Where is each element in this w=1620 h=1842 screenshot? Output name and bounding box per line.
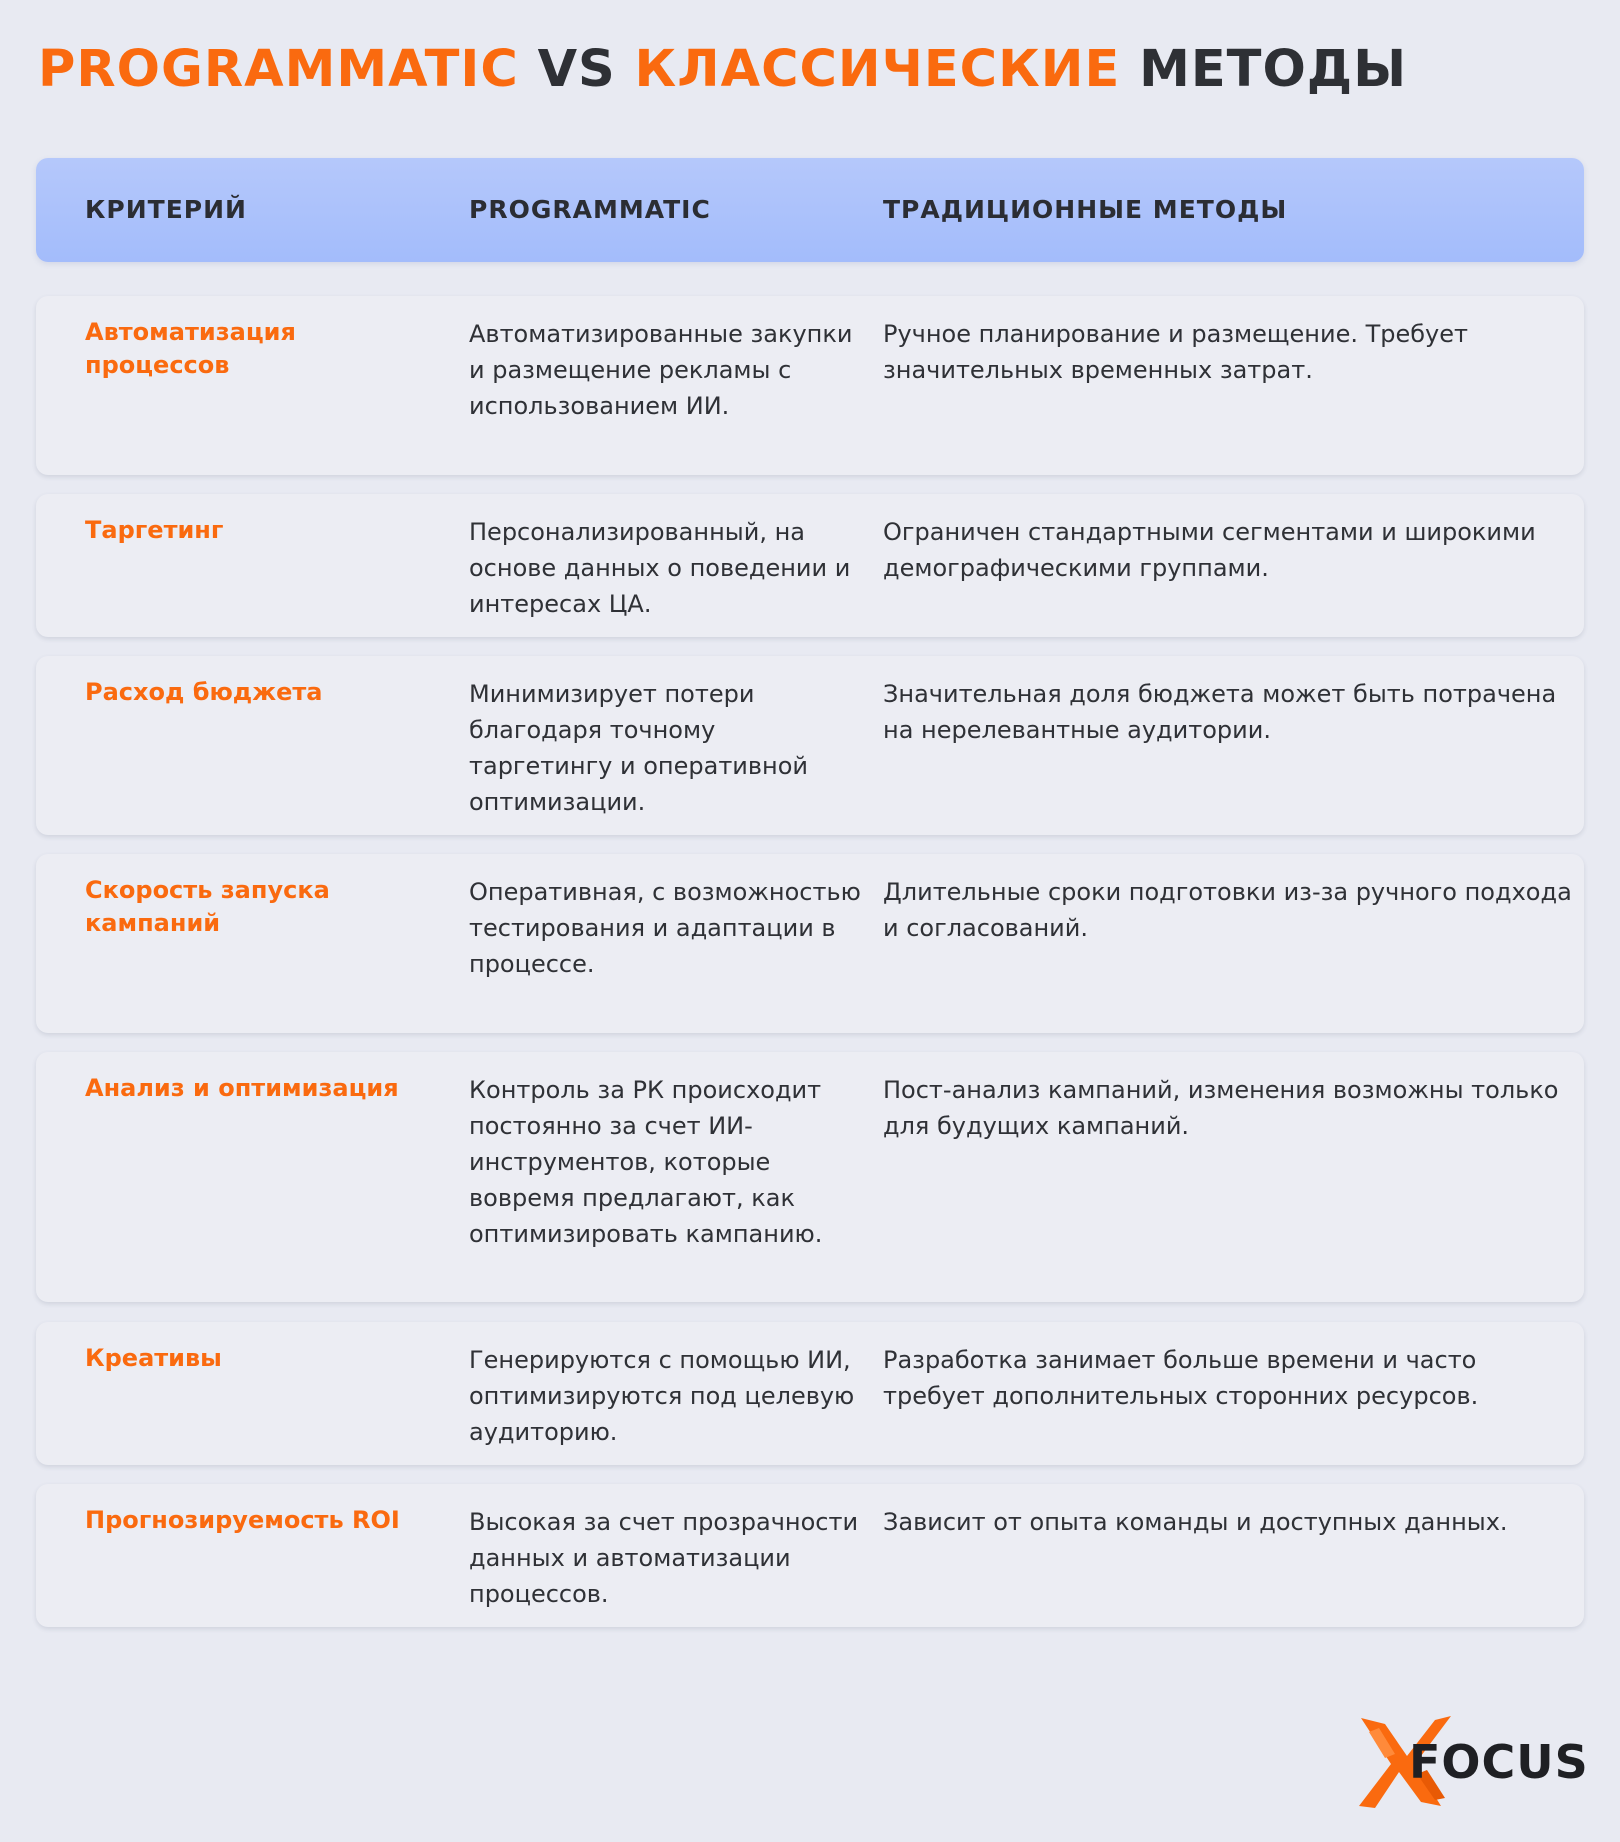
table-row	[36, 656, 1584, 835]
programmatic-cell: Минимизирует потери благодаря точному таргетингу и оперативной оптимизации.	[469, 680, 809, 816]
traditional-cell: Длительные сроки подготовки из-за ручного подхода и согласований.	[883, 878, 1572, 942]
programmatic-cell: Оперативная, с возможностью тестирования и адаптации в процессе.	[469, 878, 861, 978]
programmatic-cell: Персонализированный, на основе данных о поведении и интересах ЦА.	[469, 518, 851, 618]
programmatic-cell: Контроль за РК происходит постоянно за счет ИИ-инструментов, которые вовремя предлагают, как оптимизировать кампанию.	[469, 1076, 823, 1248]
criterion-cell: Скорость запуска кампаний	[85, 876, 330, 937]
criterion-cell: Таргетинг	[85, 516, 224, 544]
table-row	[36, 494, 1584, 637]
programmatic-cell: Автоматизированные закупки и размещение рекламы с использованием ИИ.	[469, 320, 853, 420]
logo-text: FOCUS	[1409, 1735, 1589, 1789]
criterion-cell: Расход бюджета	[85, 678, 323, 706]
header-traditional: ТРАДИЦИОННЫЕ МЕТОДЫ	[883, 195, 1288, 224]
traditional-cell: Ограничен стандартными сегментами и широкими демографическими группами.	[883, 518, 1536, 582]
table-row	[36, 1052, 1584, 1302]
focus-logo	[1355, 1714, 1589, 1810]
title-methods: МЕТОДЫ	[1139, 40, 1408, 99]
header-criterion: КРИТЕРИЙ	[85, 195, 247, 224]
table-row	[36, 1322, 1584, 1465]
table-row	[36, 296, 1584, 475]
title-vs: VS	[537, 40, 616, 99]
traditional-cell: Разработка занимает больше времени и часто требует дополнительных сторонних ресурсов.	[883, 1346, 1479, 1410]
traditional-cell: Пост-анализ кампаний, изменения возможны только для будущих кампаний.	[883, 1076, 1559, 1140]
traditional-cell: Значительная доля бюджета может быть потрачена на нерелевантные аудитории.	[883, 680, 1557, 744]
traditional-cell: Зависит от опыта команды и доступных данных.	[883, 1508, 1508, 1536]
title-programmatic: PROGRAMMATIC	[38, 40, 519, 99]
header-programmatic: PROGRAMMATIC	[469, 195, 711, 224]
title-classic: КЛАССИЧЕСКИЕ	[634, 40, 1121, 99]
table-header	[36, 158, 1584, 262]
criterion-cell: Анализ и оптимизация	[85, 1074, 399, 1102]
criterion-cell: Прогнозируемость ROI	[85, 1506, 400, 1534]
criterion-cell: Креативы	[85, 1344, 222, 1372]
programmatic-cell: Высокая за счет прозрачности данных и автоматизации процессов.	[469, 1508, 859, 1608]
traditional-cell: Ручное планирование и размещение. Требует значительных временных затрат.	[883, 320, 1468, 384]
table-row	[36, 1484, 1584, 1627]
criterion-cell: Автоматизация процессов	[85, 318, 296, 379]
programmatic-cell: Генерируются с помощью ИИ, оптимизируются под целевую аудиторию.	[469, 1346, 855, 1446]
page-title	[38, 38, 1407, 102]
table-row	[36, 854, 1584, 1033]
